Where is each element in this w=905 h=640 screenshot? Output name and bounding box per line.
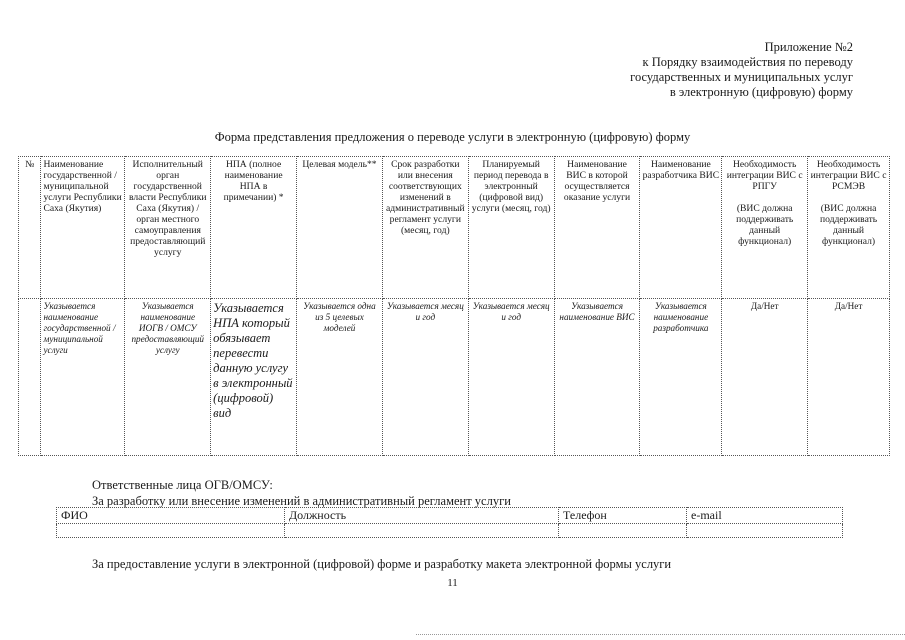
contacts-header-cell: e-mail — [687, 508, 843, 524]
contacts-empty-row — [57, 524, 843, 538]
table-cell: Указывается наименование разработчика — [640, 299, 722, 456]
table-header-row — [19, 157, 890, 299]
contacts-table — [56, 507, 843, 538]
header-cell: Целевая модель** — [297, 157, 383, 299]
header-cell: Наименование ВИС в которой осуществляется оказание услуги — [554, 157, 640, 299]
table-cell: Да/Нет — [722, 299, 808, 456]
header-cell: Необходимость интеграции ВИС с РПГУ (ВИС должна поддерживать данный функционал) — [722, 157, 808, 299]
header-cell: Необходимость интеграции ВИС с РСМЭВ (ВИС должна поддерживать данный функционал) — [808, 157, 890, 299]
header-cell: НПА (полное наименование НПА в примечании) * — [211, 157, 297, 299]
contacts-header-cell: ФИО — [57, 508, 285, 524]
header-cell: Наименование разработчика ВИС — [640, 157, 722, 299]
section-service-heading: За предоставление услуги в электронной (цифровой) форме и разработку макета электронной формы услуги — [92, 557, 672, 571]
table-cell: Указывается месяц и год — [468, 299, 554, 456]
responsible-heading: Ответственные лица ОГВ/ОМСУ: — [92, 478, 273, 492]
contacts-cell — [57, 524, 285, 538]
contacts-cell — [687, 524, 843, 538]
table-cell: Указывается месяц и год — [382, 299, 468, 456]
proposal-table — [18, 156, 890, 456]
table-cell: Указывается НПА который обязывает перевести данную услугу в электронный (цифровой) вид — [211, 299, 297, 456]
header-cell: Планируемый период перевода в электронный (цифровой вид) услуги (месяц, год) — [468, 157, 554, 299]
form-title: Форма представления предложения о переводе услуги в электронную (цифровую) форму — [214, 130, 691, 144]
appendix-line-3: государственных и муниципальных услуг — [630, 70, 853, 84]
contacts-header-cell: Должность — [285, 508, 559, 524]
table-cell: Указывается одна из 5 целевых моделей — [297, 299, 383, 456]
header-cell: Исполнительный орган государственной власти Республики Саха (Якутия) / орган местного самоуправления предоставляющий услугу — [125, 157, 211, 299]
header-cell: № — [19, 157, 41, 299]
header-cell: Срок разработки или внесения соответствующих изменений в административный регламент услуги (месяц, год) — [382, 157, 468, 299]
bottom-divider — [416, 634, 905, 635]
table-cell: Указывается наименование ИОГВ / ОМСУ предоставляющий услугу — [125, 299, 211, 456]
table-cell: Да/Нет — [808, 299, 890, 456]
appendix-line-4: в электронную (цифровую) форму — [669, 85, 853, 99]
table-cell: Указывается наименование ВИС — [554, 299, 640, 456]
appendix-line-1: Приложение №2 — [764, 40, 853, 54]
contacts-cell — [285, 524, 559, 538]
contacts-cell — [559, 524, 687, 538]
table-cell — [19, 299, 41, 456]
appendix-header — [630, 40, 853, 100]
contacts-header-cell: Телефон — [559, 508, 687, 524]
table-row — [19, 299, 890, 456]
section-regulation-heading: За разработку или внесение изменений в административный регламент услуги — [92, 494, 511, 508]
header-cell: Наименование государственной / муниципальной услуги Республики Саха (Якутия) — [41, 157, 125, 299]
contacts-header-row — [57, 508, 843, 524]
appendix-line-2: к Порядку взаимодействия по переводу — [642, 55, 853, 69]
table-cell: Указывается наименование государственной / муниципальной услуги — [41, 299, 125, 456]
page-number: 11 — [447, 577, 458, 589]
